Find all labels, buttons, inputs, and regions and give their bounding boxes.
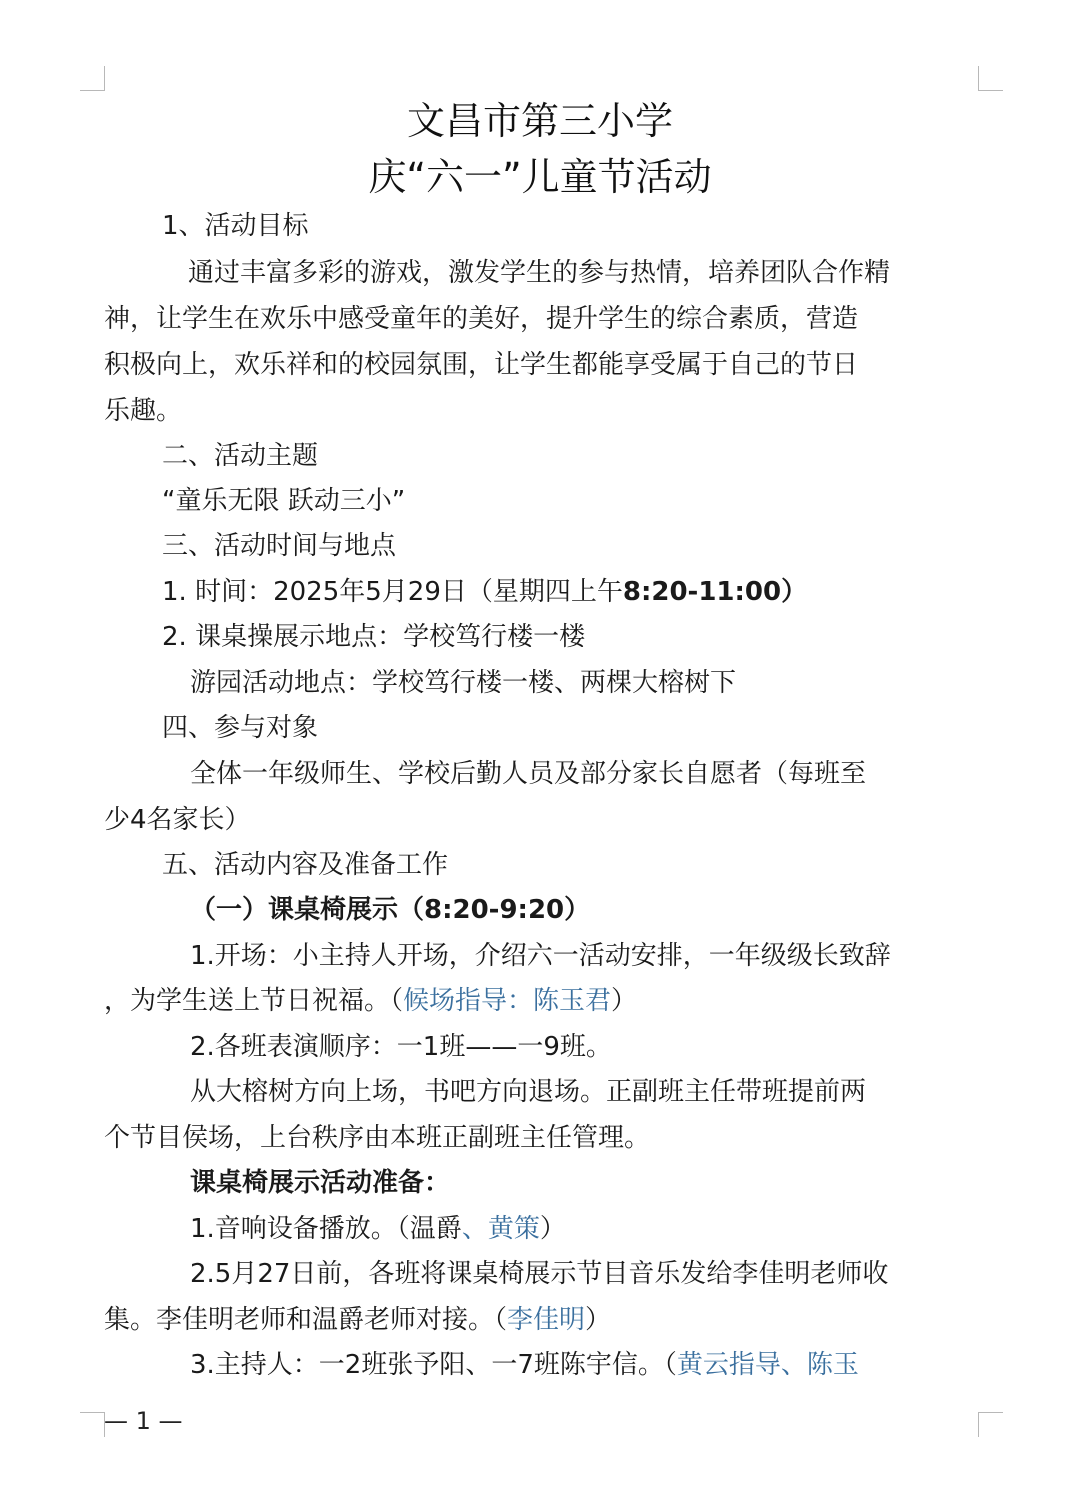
- crop-mark-bottom-left: [80, 1412, 105, 1437]
- doc-title-event: 庆“六一”儿童节活动: [368, 155, 712, 199]
- section-2-theme: “童乐无限 跃动三小”: [162, 486, 406, 516]
- section-3-place-2: 游园活动地点：学校笃行楼一楼、两棵大榕树下: [190, 668, 737, 698]
- prep-heading: 课桌椅展示活动准备：: [190, 1168, 451, 1198]
- prep-2-text: 集。李佳明老师和温爵老师对接。（: [104, 1305, 508, 1335]
- item-1-responsible: 候场指导：陈玉君: [403, 986, 612, 1016]
- prep-1: [190, 1209, 566, 1249]
- crop-mark-bottom-right: [978, 1412, 1003, 1437]
- section-3-time: [162, 572, 807, 612]
- prep-3: [190, 1345, 859, 1385]
- section-5-subheading: （一）课桌椅展示（8:20-9:20）: [190, 895, 591, 925]
- prep-2-line: 2.5月27日前，各班将课桌椅展示节目音乐发给李佳明老师收: [190, 1259, 889, 1289]
- section-1-heading: 1、活动目标: [162, 211, 309, 241]
- section-1-body-line: 积极向上，欢乐祥和的校园氛围，让学生都能享受属于自己的节日: [104, 350, 859, 380]
- item-1-line: 1.开场：小主持人开场，介绍六一活动安排，一年级级长致辞: [190, 941, 891, 971]
- item-1-text: ，为学生送上节日祝福。（: [104, 986, 404, 1016]
- item-1-line-2: [104, 981, 637, 1021]
- section-1-body-line: 通过丰富多彩的游戏，激发学生的参与热情，培养团队合作精: [188, 258, 891, 288]
- prep-2-responsible: 李佳明: [507, 1305, 586, 1335]
- crop-mark-top-left: [80, 66, 105, 91]
- section-5-heading: 五、活动内容及准备工作: [162, 850, 449, 880]
- prep-3-responsible: 黄云指导、陈玉: [676, 1350, 859, 1380]
- prep-2-close: ）: [585, 1305, 612, 1335]
- time-range: 8:20-11:00）: [622, 577, 808, 607]
- prep-3-text: 3.主持人：一2班张予阳、一7班陈宇信。（: [190, 1350, 677, 1380]
- section-2-heading: 二、活动主题: [162, 441, 319, 471]
- prep-1-text: 1.音响设备播放。（温爵: [190, 1214, 462, 1244]
- prep-2-line-2: [104, 1300, 611, 1340]
- section-4-body-line: 全体一年级师生、学校后勤人员及部分家长自愿者（每班至: [190, 759, 867, 789]
- section-3-place-1: 2. 课桌操展示地点：学校笃行楼一楼: [162, 622, 586, 652]
- section-1-body-line: 神，让学生在欢乐中感受童年的美好，提升学生的综合素质，营造: [104, 304, 859, 334]
- item-2-body-line: 从大榕树方向上场，书吧方向退场。正副班主任带班提前两: [190, 1077, 867, 1107]
- prep-1-close: ）: [539, 1214, 566, 1244]
- item-2-line: 2.各班表演顺序：一1班——一9班。: [190, 1032, 612, 1062]
- section-3-heading: 三、活动时间与地点: [162, 531, 397, 561]
- doc-title-school: 文昌市第三小学: [406, 99, 673, 143]
- section-4-heading: 四、参与对象: [162, 713, 319, 743]
- item-2-body-line: 个节目侯场，上台秩序由本班正副班主任管理。: [104, 1123, 651, 1153]
- section-4-body-line: 少4名家长）: [104, 805, 251, 835]
- item-1-close: ）: [611, 986, 638, 1016]
- section-1-body-line: 乐趣。: [104, 396, 183, 426]
- page-number: — 1 —: [104, 1407, 183, 1435]
- prep-1-responsible: 、黄策: [461, 1214, 540, 1244]
- crop-mark-top-right: [978, 66, 1003, 91]
- time-text: 1. 时间：2025年5月29日（星期四上午: [162, 577, 623, 607]
